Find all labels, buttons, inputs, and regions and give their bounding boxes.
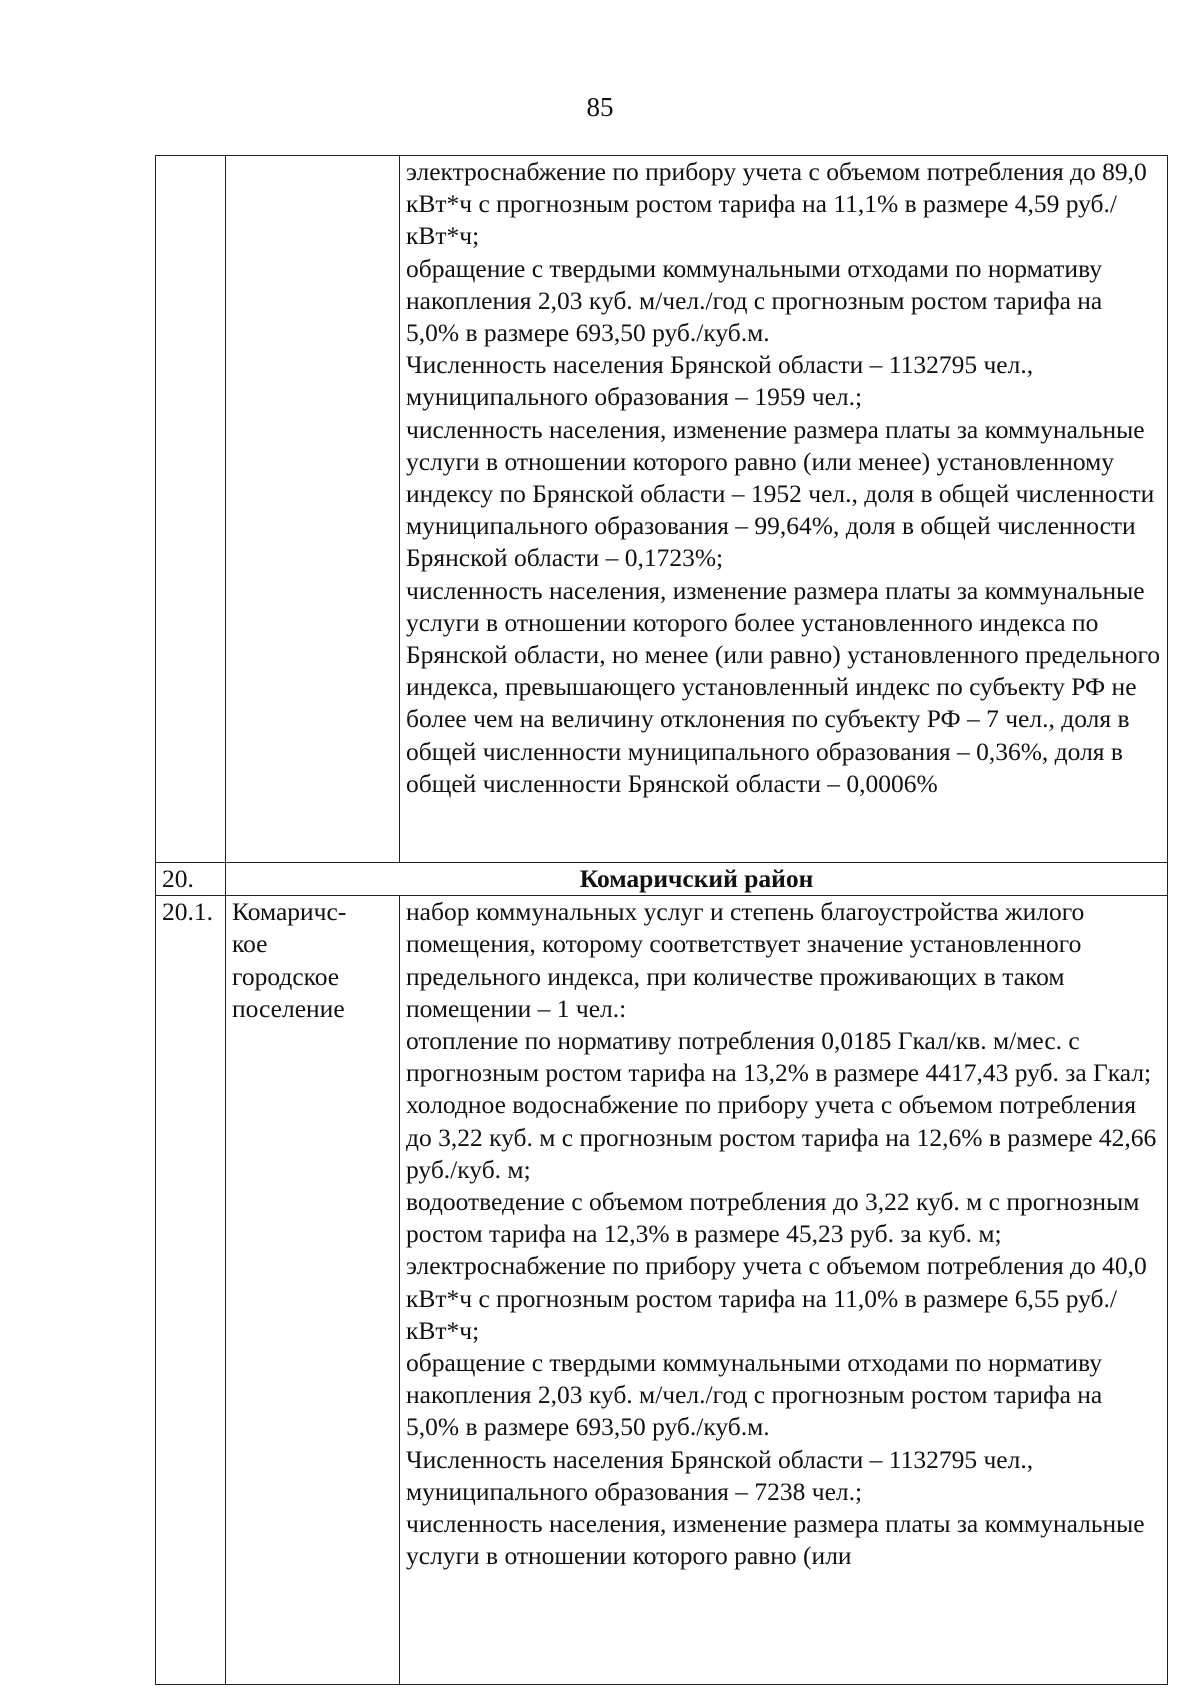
table-row-section bbox=[156, 863, 1168, 896]
paragraph: отопление по нормативу потребления 0,0185 Гкал/кв. м/мес. с прогнозным ростом тарифа на 13,2% в размере 4417,43 руб. за Гкал; bbox=[406, 1026, 1152, 1088]
paragraph: электроснабжение по прибору учета с объемом потребления до 40,0 кВт*ч с прогнозным ростом тарифа на 11,0% в размере 6,55 руб./кВт*ч; bbox=[406, 1251, 1147, 1345]
entry-name-line: кое bbox=[232, 929, 268, 959]
entry-number: 20.1. bbox=[156, 896, 226, 1685]
cell-content-continuation bbox=[400, 156, 1168, 863]
paragraph: численность населения, изменение размера платы за коммунальные услуги в отношении которого равно (или менее) установленному индексу по Брянской области – 1952 чел., доля в общей численности муниципального образования – 99,64%, доля в общей численности Брянской области – 0,1723%; bbox=[406, 414, 1155, 573]
paragraph: электроснабжение по прибору учета с объемом потребления до 89,0 кВт*ч с прогнозным ростом тарифа на 11,1% в размере 4,59 руб./кВт*ч; bbox=[406, 157, 1147, 251]
paragraph: численность населения, изменение размера платы за коммунальные услуги в отношении которого более установленного индекса по Брянской области, но менее (или равно) установленного предельного индекса, превышающего установленный индекс по субъекту РФ не более чем на величину отклонения по субъекту РФ – 7 чел., доля в общей численности муниципального образования – 0,36%, доля в общей численности Брянской области – 0,0006% bbox=[406, 575, 1161, 798]
section-title: Комаричский район bbox=[226, 863, 1168, 896]
entry-name bbox=[226, 896, 400, 1685]
section-number: 20. bbox=[156, 863, 226, 896]
entry-name-line: городское bbox=[232, 961, 340, 991]
paragraph: Численность населения Брянской области – 1132795 чел., муниципального образования – 7238 чел.; bbox=[406, 1444, 1034, 1506]
tariff-table bbox=[155, 155, 1168, 1685]
paragraph: холодное водоснабжение по прибору учета с объемом потребления до 3,22 куб. м с прогнозным ростом тарифа на 12,6% в размере 42,66 руб./куб. м; bbox=[406, 1090, 1157, 1184]
paragraph: численность населения, изменение размера платы за коммунальные услуги в отношении которого равно (или bbox=[406, 1509, 1145, 1571]
paragraph: обращение с твердыми коммунальными отходами по нормативу накопления 2,03 куб. м/чел./год с прогнозным ростом тарифа на 5,0% в размере 693,50 руб./куб.м. bbox=[406, 253, 1103, 348]
cell-name-empty bbox=[226, 156, 400, 863]
entry-name-line: поселение bbox=[232, 993, 345, 1023]
page-number: 85 bbox=[586, 92, 614, 122]
table-row-continuation bbox=[156, 156, 1168, 863]
cell-number-empty bbox=[156, 156, 226, 863]
table-row-entry bbox=[156, 896, 1168, 1685]
cell-content-entry bbox=[400, 896, 1168, 1685]
entry-name-line: Комаричс- bbox=[232, 897, 347, 927]
paragraph: Численность населения Брянской области – 1132795 чел., муниципального образования – 1959 чел.; bbox=[406, 350, 1034, 412]
paragraph: обращение с твердыми коммунальными отходами по нормативу накопления 2,03 куб. м/чел./год с прогнозным ростом тарифа на 5,0% в размере 693,50 руб./куб.м. bbox=[406, 1348, 1103, 1442]
paragraph: водоотведение с объемом потребления до 3,22 куб. м с прогнозным ростом тарифа на 12,3% в размере 45,23 руб. за куб. м; bbox=[406, 1187, 1140, 1249]
paragraph: набор коммунальных услуг и степень благоустройства жилого помещения, которому соответствует значение установленного предельного индекса, при количестве проживающих в таком помещении – 1 чел.: bbox=[406, 897, 1085, 1023]
